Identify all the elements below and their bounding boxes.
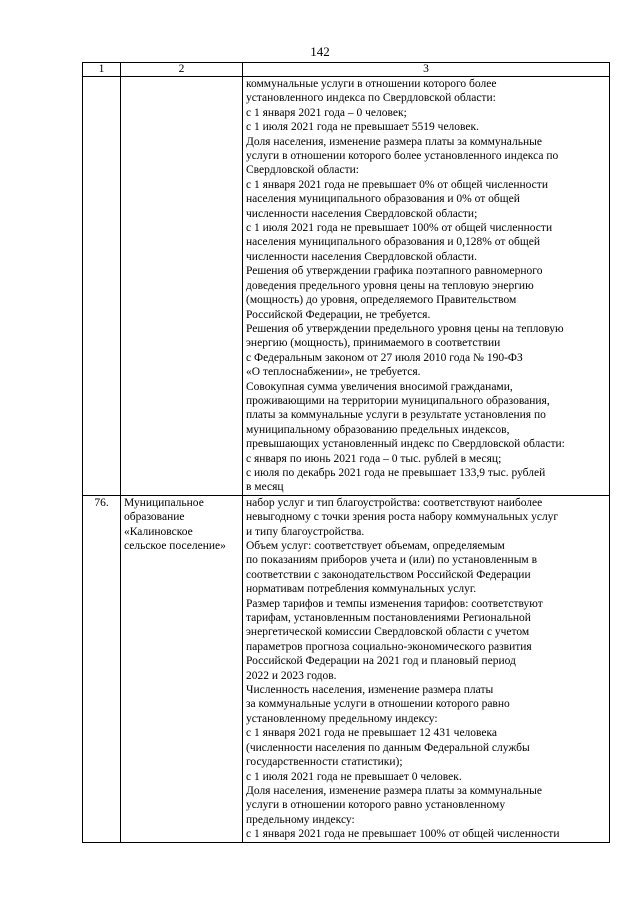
text-line: с 1 января 2021 года не превышает 0% от общей численности bbox=[246, 178, 548, 191]
text-line: нормативам потребления коммунальных услуг. bbox=[246, 583, 477, 596]
text-line: «О теплоснабжении», не требуется. bbox=[246, 366, 421, 379]
text-line: Решения об утверждении предельного уровня цены на тепловую bbox=[246, 322, 564, 335]
text-line: с января по июнь 2021 года – 0 тыс. рублей в месяц; bbox=[246, 452, 502, 465]
municipality-name-line: «Калиновское bbox=[124, 525, 193, 538]
text-line: Численность населения, изменение размера платы bbox=[246, 684, 494, 697]
text-line: Размер тарифов и темпы изменения тарифов: соответствуют bbox=[246, 597, 543, 610]
text-line: соответствии с законодательством Российской Федерации bbox=[246, 568, 531, 581]
table-row bbox=[83, 495, 610, 842]
text-line: в месяц bbox=[246, 481, 284, 494]
municipality-name bbox=[121, 77, 243, 496]
municipality-name bbox=[121, 495, 243, 842]
text-line: Российской Федерации, не требуется. bbox=[246, 308, 431, 321]
row-text bbox=[243, 495, 610, 842]
text-line: Российской Федерации на 2021 год и плановый период bbox=[246, 655, 516, 668]
municipality-name-line: образование bbox=[124, 511, 185, 524]
header-col-2: 2 bbox=[121, 63, 243, 77]
text-line: предельному индексу: bbox=[246, 813, 355, 826]
text-line: доведения предельного уровня цены на тепловую энергию bbox=[246, 279, 534, 292]
text-line: с 1 января 2021 года – 0 человек; bbox=[246, 106, 407, 119]
text-line: набор услуг и тип благоустройства: соответствуют наиболее bbox=[246, 496, 543, 509]
text-line: с июля по декабрь 2021 года не превышает 133,9 тыс. рублей bbox=[246, 466, 546, 479]
header-col-3: 3 bbox=[243, 63, 610, 77]
text-line: Объем услуг: соответствует объемам, определяемым bbox=[246, 540, 505, 552]
page-number: 142 bbox=[310, 44, 330, 59]
text-line: (мощность) до уровня, определяемого Правительством bbox=[246, 294, 517, 307]
text-line: Свердловской области: bbox=[246, 164, 359, 177]
table-row bbox=[83, 77, 610, 496]
text-line: государственности статистики); bbox=[246, 756, 403, 769]
text-line: проживающими на территории муниципального образования, bbox=[246, 394, 550, 407]
text-line: с Федеральным законом от 27 июля 2010 года № 190-ФЗ bbox=[246, 351, 523, 364]
document-table bbox=[82, 62, 610, 843]
text-line: численности населения Свердловской области; bbox=[246, 207, 478, 220]
text-line: (численности населения по данным Федеральной службы bbox=[246, 741, 530, 754]
text-line: энергетической комиссии Свердловской области с учетом bbox=[246, 626, 530, 639]
text-line: и типу благоустройства. bbox=[246, 525, 365, 538]
text-line: коммунальные услуги в отношении которого более bbox=[246, 78, 497, 90]
text-line: установленного индекса по Свердловской области: bbox=[246, 92, 496, 105]
text-line: установленному предельному индексу: bbox=[246, 712, 438, 725]
text-line: платы за коммунальные услуги в результате установления по bbox=[246, 409, 546, 422]
text-line: тарифам, установленным постановлениями Региональной bbox=[246, 612, 531, 625]
text-line: параметров прогноза социально-экономического развития bbox=[246, 640, 532, 653]
text-line: с 1 июля 2021 года не превышает 5519 человек. bbox=[246, 121, 479, 134]
text-line: с 1 июля 2021 года не превышает 100% от общей численности bbox=[246, 222, 553, 235]
text-line: с 1 января 2021 года не превышает 12 431 человека bbox=[246, 727, 498, 740]
text-line: невыгодному с точки зрения роста набору коммунальных услуг bbox=[246, 511, 559, 524]
text-line: 2022 и 2023 годов. bbox=[246, 669, 337, 682]
text-line: за коммунальные услуги в отношении которого равно bbox=[246, 698, 510, 711]
row-text bbox=[243, 77, 610, 496]
text-line: населения муниципального образования и 0% от общей bbox=[246, 193, 520, 206]
row-number: 76. bbox=[83, 495, 121, 842]
text-line: Доля населения, изменение размера платы за коммунальные bbox=[246, 135, 542, 148]
text-line: по показаниям приборов учета и (или) по установленным в bbox=[246, 554, 538, 567]
text-line: услуги в отношении которого более установленного индекса по bbox=[246, 150, 559, 163]
text-line: превышающих установленный индекс по Свердловской области: bbox=[246, 438, 565, 451]
municipality-name-line: Муниципальное bbox=[124, 496, 204, 509]
text-line: услуги в отношении которого равно установленному bbox=[246, 799, 506, 812]
text-line: Совокупная сумма увеличения вносимой гражданами, bbox=[246, 380, 513, 393]
text-line: населения муниципального образования и 0,128% от общей bbox=[246, 236, 540, 249]
text-line: с 1 июля 2021 года не превышает 0 человек. bbox=[246, 770, 462, 783]
header-col-1: 1 bbox=[83, 63, 121, 77]
text-line: Решения об утверждении графика поэтапного равномерного bbox=[246, 265, 543, 278]
text-line: с 1 января 2021 года не превышает 100% от общей численности bbox=[246, 828, 560, 841]
text-line: численности населения Свердловской области. bbox=[246, 250, 477, 263]
row-number bbox=[83, 77, 121, 496]
text-line: Доля населения, изменение размера платы за коммунальные bbox=[246, 784, 542, 797]
table-header-row bbox=[83, 63, 610, 77]
text-line: муниципальному образованию предельных индексов, bbox=[246, 423, 510, 436]
text-line: энергию (мощность), принимаемого в соответствии bbox=[246, 337, 501, 350]
municipality-name-line: сельское поселение» bbox=[124, 540, 226, 552]
